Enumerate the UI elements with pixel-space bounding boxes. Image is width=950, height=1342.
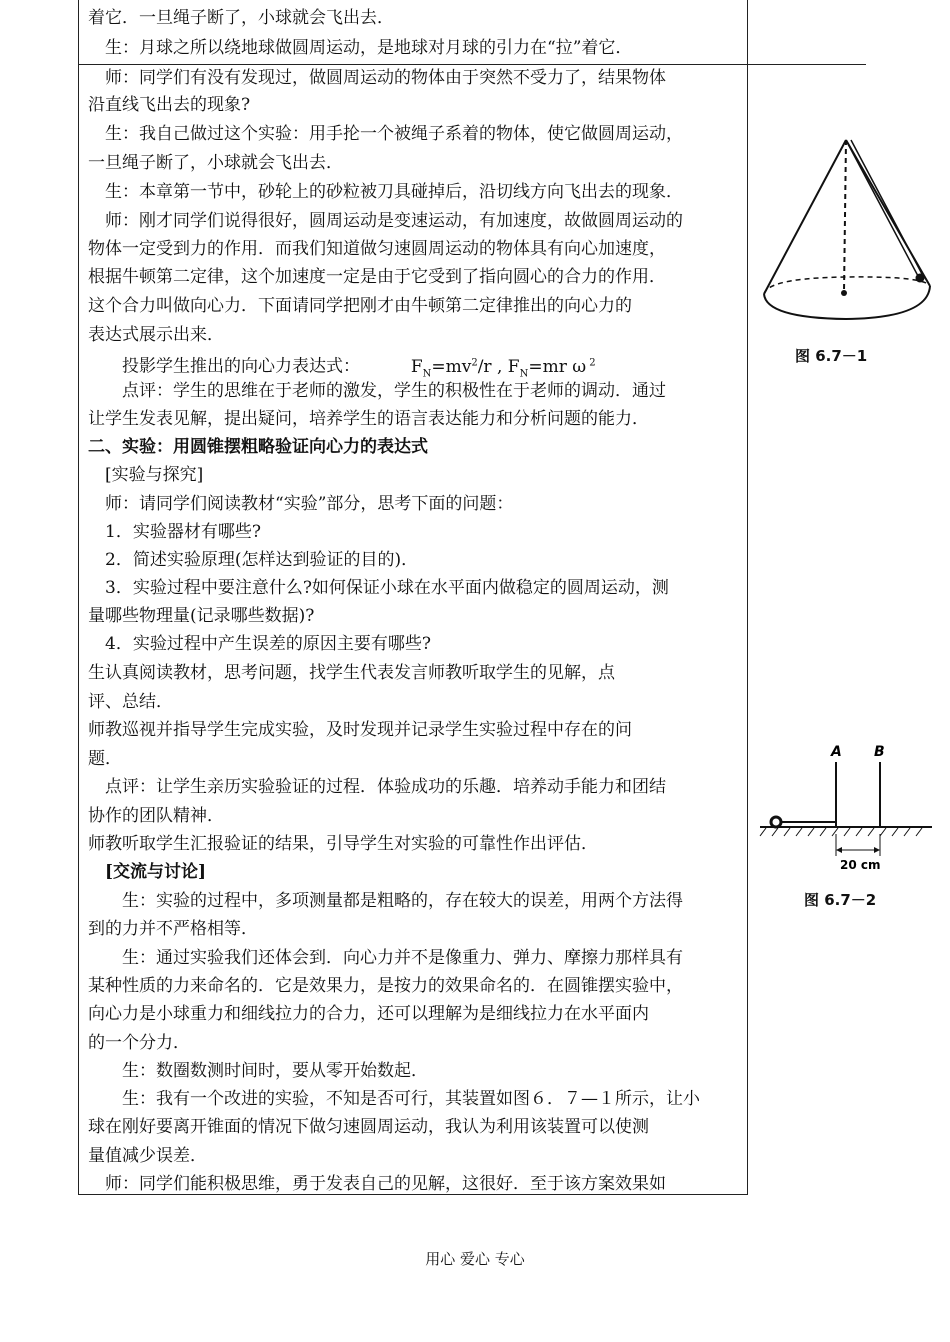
text-line: 这个合力叫做向心力．下面请同学把刚才由牛顿第二定律推出的向心力的 (88, 296, 632, 316)
text-line: 生：月球之所以绕地球做圆周运动，是地球对月球的引力在“拉”着它． (88, 38, 633, 58)
text-line: 生认真阅读教材，思考问题，找学生代表发言师教听取学生的见解，点 (88, 663, 615, 683)
text-line: 师：刚才同学们说得很好，圆周运动是变速运动，有加速度，故做圆周运动的 (88, 211, 683, 231)
text-line: 沿直线飞出去的现象? (88, 95, 251, 115)
figure2-caption: 图 6.7－2 (804, 891, 877, 909)
text-line: 生：数圈数测时间时，要从零开始数起． (88, 1061, 428, 1081)
text-line: 量哪些物理量(记录哪些数据)? (88, 606, 315, 626)
text-line: 生：我有一个改进的实验，不知是否可行，其装置如图６．７—１所示，让小 (88, 1089, 700, 1109)
text-line: 生：实验的过程中，多项测量都是粗略的，存在较大的误差，用两个方法得 (88, 891, 683, 911)
text-line: 2．简述实验原理(怎样达到验证的目的)． (88, 550, 419, 570)
table-row-divider (78, 64, 866, 65)
text-line: 点评：让学生亲历实验验证的过程．体验成功的乐趣．培养动手能力和团结 (88, 777, 666, 797)
text-line: 着它．一旦绳子断了，小球就会飞出去． (88, 8, 394, 28)
text-line: 表达式展示出来． (88, 325, 224, 345)
page-footer: 用心 爱心 专心 (425, 1250, 525, 1268)
figure1-caption: 图 6.7－1 (795, 347, 868, 365)
text-line: 师：请同学们阅读教材“实验”部分，思考下面的问题： (88, 494, 514, 514)
text-line: 一旦绳子断了，小球就会飞出去． (88, 153, 343, 173)
text-line: 3．实验过程中要注意什么?如何保证小球在水平面内做稳定的圆周运动，测 (88, 578, 669, 598)
text-line: 题． (88, 749, 122, 769)
text-line: 协作的团队精神． (88, 806, 224, 826)
text-line: 向心力是小球重力和细线拉力的合力，还可以理解为是细线拉力在水平面内 (88, 1004, 649, 1024)
experiment-figure (756, 738, 936, 883)
text-line: 生：本章第一节中，砂轮上的砂粒被刀具碰掉后，沿切线方向飞出去的现象． (88, 182, 683, 202)
text-line: 的一个分力． (88, 1033, 190, 1053)
text-line: 师教听取学生汇报验证的结果，引导学生对实验的可靠性作出评估． (88, 834, 598, 854)
text-line: 师教巡视并指导学生完成实验，及时发现并记录学生实验过程中存在的问 (88, 720, 632, 740)
text-line: 师：同学们有没有发现过，做圆周运动的物体由于突然不受力了，结果物体 (88, 68, 666, 88)
text-line: 某种性质的力来命名的．它是效果力，是按力的效果命名的．在圆锥摆实验中， (88, 976, 683, 996)
text-line: 让学生发表见解，提出疑问，培养学生的语言表达能力和分析问题的能力． (88, 409, 649, 429)
text-line: 生：通过实验我们还体会到．向心力并不是像重力、弹力、摩擦力那样具有 (88, 948, 683, 968)
text-line: 1．实验器材有哪些? (88, 522, 261, 542)
formula-line (88, 353, 596, 384)
formula-f2: $F_N=mr$ ω $^2$ (507, 356, 596, 380)
dimension-label: 20 cm (840, 858, 881, 872)
text-line: 生：我自己做过这个实验：用手抡一个被绳子系着的物体，使它做圆周运动， (88, 124, 683, 144)
text-line: 到的力并不严格相等． (88, 919, 258, 939)
text-line: 师：同学们能积极思维，勇于发表自己的见解，这很好．至于该方案效果如 (88, 1174, 666, 1194)
label-a: A (831, 744, 842, 760)
text-line: 点评：学生的思维在于老师的激发，学生的积极性在于老师的调动．通过 (88, 381, 666, 401)
text-line: 4．实验过程中产生误差的原因主要有哪些? (88, 634, 431, 654)
text-line: [实验与探究] (88, 465, 204, 485)
formula-f1: $F_N=mv^2/r$ , (410, 356, 508, 380)
subsection-heading: [交流与讨论] (88, 862, 207, 882)
cone-figure (756, 128, 936, 338)
text-line: 物体一定受到力的作用．而我们知道做匀速圆周运动的物体具有向心加速度， (88, 239, 666, 259)
text-line: 量值减少误差． (88, 1146, 207, 1166)
formula-prefix: 投影学生推出的向心力表达式： (88, 356, 360, 377)
text-line: 球在刚好要离开锥面的情况下做匀速圆周运动，我认为利用该装置可以使测 (88, 1117, 649, 1137)
text-line: 根据牛顿第二定律，这个加速度一定是由于它受到了指向圆心的合力的作用． (88, 267, 666, 287)
text-line: 评、总结． (88, 692, 173, 712)
section-heading: 二、实验：用圆锥摆粗略验证向心力的表达式 (88, 437, 428, 457)
label-b: B (874, 744, 885, 760)
